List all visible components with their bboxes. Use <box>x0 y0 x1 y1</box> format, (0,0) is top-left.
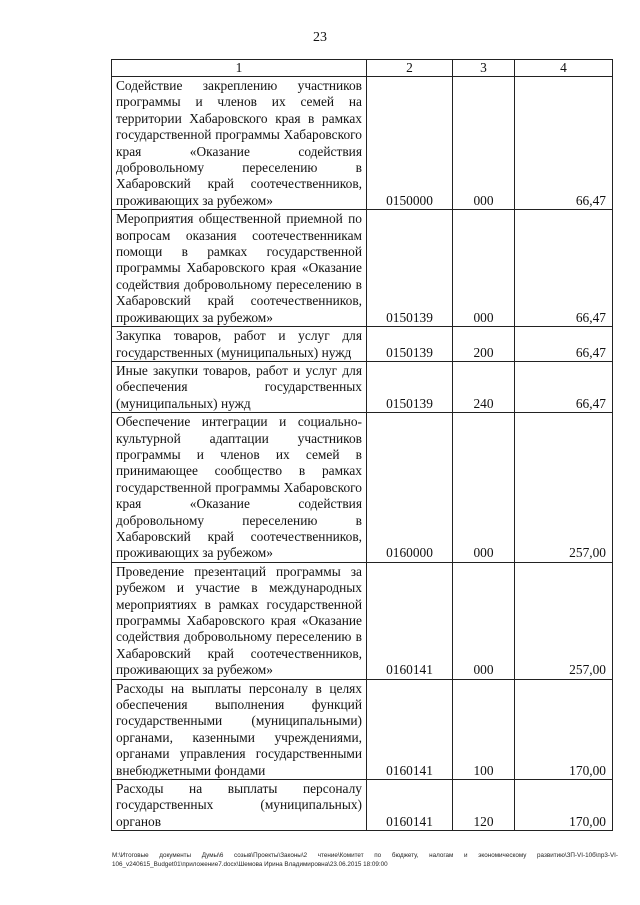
row-description: Обеспечение интеграции и социально-культурной адаптации участников программы и членов их семей в принимающее сообщество в рамках государственной программы Хабаровского края «Оказание содействия добровольному переселению в Хабаровский край соотечественников, проживающих за рубежом» <box>112 413 367 563</box>
row-amount: 170,00 <box>515 780 613 831</box>
row-code: 0150139 <box>367 210 453 327</box>
row-description: Иные закупки товаров, работ и услуг для обеспечения государственных (муниципальных) нужд <box>112 361 367 412</box>
row-expense-type: 000 <box>453 77 515 210</box>
row-code: 0150139 <box>367 361 453 412</box>
row-amount: 257,00 <box>515 413 613 563</box>
row-description: Расходы на выплаты персоналу в целях обеспечения выполнения функций государственными (муниципальными) органами, казенными учреждениями, органами управления государственными внебюджетными фондами <box>112 679 367 779</box>
header-col-3: 3 <box>453 60 515 77</box>
table-row <box>112 361 613 412</box>
budget-table <box>111 59 613 831</box>
row-expense-type: 000 <box>453 210 515 327</box>
row-expense-type: 000 <box>453 413 515 563</box>
row-description: Содействие закреплению участников программы и членов их семей на территории Хабаровского края в рамках государственной программы Хабаровского края «Оказание содействия добровольному переселению в Хабаровский край соотечественников, проживающих за рубежом» <box>112 77 367 210</box>
row-code: 0150000 <box>367 77 453 210</box>
row-code: 0160141 <box>367 679 453 779</box>
row-code: 0150139 <box>367 327 453 362</box>
row-code: 0160000 <box>367 413 453 563</box>
row-expense-type: 100 <box>453 679 515 779</box>
row-amount: 66,47 <box>515 210 613 327</box>
table-row <box>112 77 613 210</box>
header-row <box>112 60 613 77</box>
row-expense-type: 000 <box>453 562 515 679</box>
row-description: Мероприятия общественной приемной по вопросам оказания соотечественникам помощи в рамках государственной программы Хабаровского края «Оказание содействия добровольному переселению в Хабаровский край соотечественников, проживающих за рубежом» <box>112 210 367 327</box>
table-row <box>112 679 613 779</box>
row-amount: 66,47 <box>515 361 613 412</box>
file-path-footer: M:\Итоговые документы Думы\6 созыв\Проекты\Законы\2 чтение\Комитет по бюджету, налогам и экономическому развитию\ЗП-VI-10б\пр3-VI-106_v240615_Budget01\приложение7.docx\Шемова Ирина Владимировна\23.06.2015 18:09:00 <box>112 852 618 868</box>
row-amount: 66,47 <box>515 77 613 210</box>
header-col-1: 1 <box>112 60 367 77</box>
header-col-4: 4 <box>515 60 613 77</box>
row-amount: 66,47 <box>515 327 613 362</box>
row-expense-type: 120 <box>453 780 515 831</box>
table-row <box>112 210 613 327</box>
table-row <box>112 327 613 362</box>
table-row <box>112 413 613 563</box>
table-row <box>112 780 613 831</box>
table-row <box>112 562 613 679</box>
row-expense-type: 200 <box>453 327 515 362</box>
row-description: Закупка товаров, работ и услуг для государственных (муниципальных) нужд <box>112 327 367 362</box>
row-code: 0160141 <box>367 780 453 831</box>
row-description: Проведение презентаций программы за рубежом и участие в международных мероприятиях в рамках государственной программы Хабаровского края «Оказание содействия добровольному переселению в Хабаровский край соотечественников, проживающих за рубежом» <box>112 562 367 679</box>
header-col-2: 2 <box>367 60 453 77</box>
page-number: 23 <box>313 30 327 45</box>
row-amount: 257,00 <box>515 562 613 679</box>
row-amount: 170,00 <box>515 679 613 779</box>
row-description: Расходы на выплаты персоналу государственных (муниципальных) органов <box>112 780 367 831</box>
row-code: 0160141 <box>367 562 453 679</box>
row-expense-type: 240 <box>453 361 515 412</box>
